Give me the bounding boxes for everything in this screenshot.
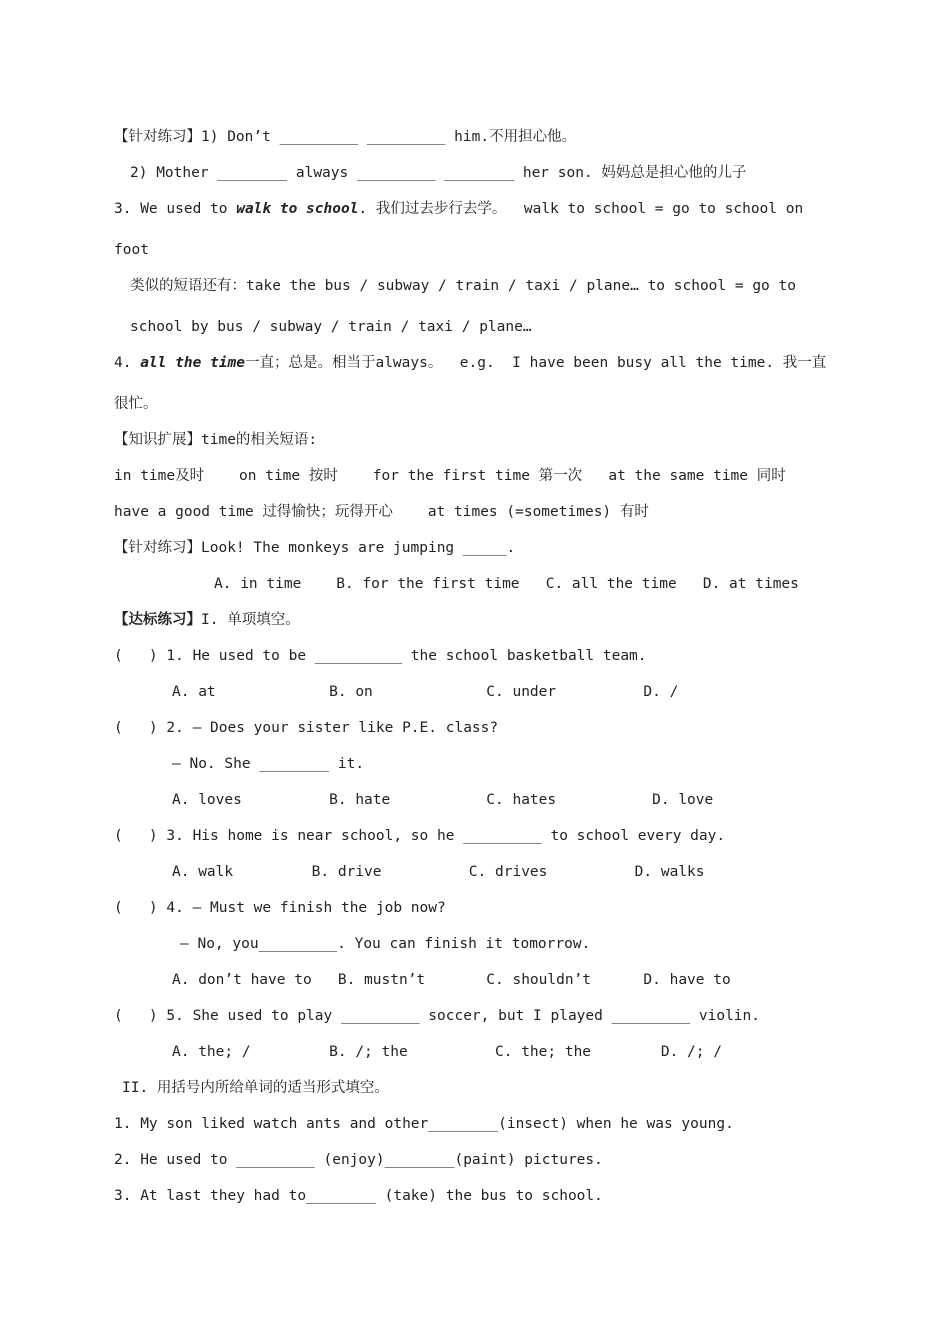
- question-2: ( ) 2. — Does your sister like P.E. class?: [114, 720, 499, 736]
- note-3-cont: foot: [114, 242, 149, 258]
- fill-1: 1. My son liked watch ants and other________(insect) when he was young.: [114, 1116, 734, 1132]
- question-4: ( ) 4. — Must we finish the job now?: [114, 900, 446, 916]
- question-2-answer: — No. She ________ it.: [172, 756, 365, 772]
- section-2-heading: II. 用括号内所给单词的适当形式填空。: [122, 1080, 389, 1096]
- exercise-heading-1: 【针对练习】1) Don’t _________ _________ him.不用担心他。: [114, 129, 577, 145]
- exercise-2-options: A. in time B. for the first time C. all the time D. at times: [214, 576, 799, 592]
- similar-phrases-cont: school by bus / subway / train / taxi / plane…: [130, 319, 532, 335]
- practice-heading: 【达标练习】I. 单项填空。: [114, 612, 300, 628]
- fill-2: 2. He used to _________ (enjoy)________(paint) pictures.: [114, 1152, 603, 1168]
- phrase-all-the-time: all the time: [140, 355, 245, 371]
- note-4-cont: 很忙。: [114, 396, 158, 412]
- question-2-options: A. loves B. hate C. hates D. love: [172, 792, 714, 808]
- question-4-answer: — No, you_________. You can finish it tomorrow.: [180, 936, 591, 952]
- exercise-line-2: 2) Mother ________ always _________ ________ her son. 妈妈总是担心他的儿子: [130, 165, 747, 181]
- knowledge-heading: 【知识扩展】time的相关短语:: [114, 432, 318, 448]
- fill-3: 3. At last they had to________ (take) the bus to school.: [114, 1188, 603, 1204]
- question-1-options: A. at B. on C. under D. /: [172, 684, 679, 700]
- question-3-options: A. walk B. drive C. drives D. walks: [172, 864, 705, 880]
- exercise-heading-2: 【针对练习】Look! The monkeys are jumping _____.: [114, 540, 516, 556]
- time-phrases-1: in time及时 on time 按时 for the first time 第一次 at the same time 同时: [114, 468, 786, 484]
- question-1: ( ) 1. He used to be __________ the school basketball team.: [114, 648, 647, 664]
- phrase-walk-to-school: walk to school: [236, 201, 359, 217]
- time-phrases-2: have a good time 过得愉快；玩得开心 at times (=sometimes) 有时: [114, 504, 649, 520]
- note-3: 3. We used to walk to school. 我们过去步行去学。 walk to school = go to school on: [114, 201, 804, 217]
- question-3: ( ) 3. His home is near school, so he _________ to school every day.: [114, 828, 726, 844]
- note-4: 4. all the time一直；总是。相当于always。 e.g. I have been busy all the time. 我一直: [114, 355, 827, 371]
- similar-phrases: 类似的短语还有：take the bus / subway / train / taxi / plane… to school = go to: [130, 278, 796, 294]
- question-4-options: A. don’t have to B. mustn’t C. shouldn’t D. have to: [172, 972, 731, 988]
- question-5: ( ) 5. She used to play _________ soccer, but I played _________ violin.: [114, 1008, 761, 1024]
- question-5-options: A. the; / B. /; the C. the; the D. /; /: [172, 1044, 722, 1060]
